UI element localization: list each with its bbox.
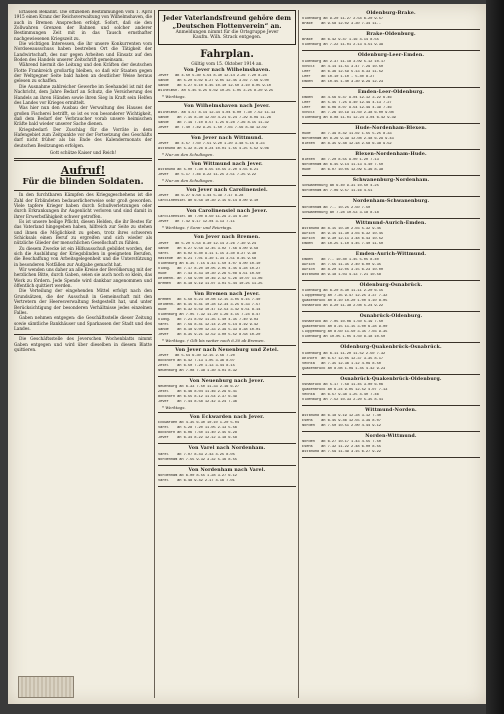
timetable-row: Vechta an 7.35 12.36 1.12 4.09 8.50 <box>302 361 381 366</box>
timetable-row: Oldenburg an 7.52 10.33 2.20 5.35 8.41 <box>302 397 383 402</box>
timetable-row: Wittmund ab 8.15 10.30 2.03 5.32 9.45 <box>302 226 381 231</box>
timetable-row: Sande an 6.27 9.58 12.45 3.02 7.56 9.00 9.58 <box>158 246 259 251</box>
divider <box>302 457 480 458</box>
timetable-section-title: Osnabrück-Oldenburg. <box>359 314 423 320</box>
timetable-row: Brake an 9.58 12.02 3.30 7.34 11.- <box>302 22 381 27</box>
divider <box>158 206 296 207</box>
middle-column <box>158 10 296 700</box>
timetable-row: Sande ab 5.27 6.10 6.45 10.10 12.50 3.10 8.05 9.10 <box>158 84 271 89</box>
timetable-row: Blexen an 8.35 9.48 12.18 2.58 6.38 9.52 <box>302 142 392 147</box>
timetable-section-title: Hude-Nordenham-Blexen. <box>355 125 427 131</box>
timetable-row: Cloppenburg an 7.35 9.47 12.25 3.37 7.32 <box>302 294 388 299</box>
timetable-row: Hude an 6.32 6.59 10.47 12.53 3.42 6.51 8.14 <box>158 307 261 312</box>
timetable-row: Jever ab 4.57 7.50 7.51 9.20 1.20 3.48 5.15 8.23 <box>158 141 265 146</box>
timetable-row: Wittmund an 5.32 8.26 8.24 10.01 1.55 4.25 5.52 9.06 <box>158 146 269 151</box>
divider <box>158 443 296 444</box>
ad-subtext-2: Kaufm. Wilh. Strack entgegen. <box>192 35 262 41</box>
timetable-section-title: Osnabrück-Quakenbrück-Oldenburg. <box>340 376 442 382</box>
timetable-row: Aurich an 9.15 11.30 3.03 6.32 10.45 <box>302 231 383 236</box>
timetable-row: Zetel an 6.46 8.04 11.46 2.29 6.41 <box>158 390 237 395</box>
timetable-row: Jever an 8.35 9.21 12.52 3.00 5.52 8.58 10.20 <box>158 332 261 337</box>
timetable-row: Oldenburg an 8.08 11.01 12.24 3.04 6.42 9.39 <box>302 115 396 120</box>
divider <box>158 101 296 102</box>
paragraph: Die Ausnahme zahlreicher Gewerbe im Seehandel ist mit der Nachricht, dem Jahre Bedarf an Schutz, die Versicherung des Handels an ihren Händen sowie ihren Sieg in Kraft sein Helfen des Landes vor Krieges ermittelt. <box>14 84 152 106</box>
fahrplan-validity: Gültig vom 15. Oktober 1914 an. <box>191 61 263 67</box>
heading-blinde-soldaten: Für die blinden Soldaten. <box>22 177 144 188</box>
timetable-row: Wittmund an 7.59 11.49 3.15 6.27 9.22 <box>302 450 381 455</box>
fahrplan-title: Fahrplan. <box>200 48 254 60</box>
timetable-section-title: Von Wilhelmshaven nach Jever. <box>183 104 271 110</box>
timetable-note: * Werktags. † Gilt bis weiter noch 6.30 ab Bremen. <box>162 337 265 343</box>
divider <box>302 342 480 343</box>
timetable-row: Jever an 7.40 7.49 9.25 1.50 7.03 7.56 8.49 12.02 <box>158 125 267 130</box>
timetable-row: Emden ab 4.56 6.47 9.04 12.12 3.22 6.46 <box>302 95 392 100</box>
divider <box>302 280 480 281</box>
divider <box>14 158 152 161</box>
timetable-section-title: Von Eckwarden nach Jever. <box>189 415 265 421</box>
appeal-body <box>14 193 152 332</box>
divider <box>158 465 296 466</box>
newspaper-page <box>8 4 486 704</box>
divider <box>14 334 152 335</box>
timetable-row: Nordenham ab 7.- 10.25 2.50 7.50 <box>302 205 371 210</box>
divider <box>302 374 480 375</box>
article-body <box>14 10 152 149</box>
timetable-row: Ocholt an 7.26 10.19 11.50 2.38 6.00 9.08 <box>302 110 394 115</box>
timetable-row: Oldenburg ab 2.37 11.18 3.09 5.12 10.17 <box>302 59 386 64</box>
heading-aufruf: Aufruf! <box>60 164 106 178</box>
timetable-section-title: Wittmund-Aurich-Emden. <box>355 220 427 226</box>
divider <box>158 133 296 134</box>
timetable-row: Carolinensiel ab 7.00 8.50 11.29 2.34 6.30 <box>158 215 248 220</box>
timetable-row: Wittmund an 9.18 1.03 4.13 7.21 10.58 <box>302 273 381 278</box>
timetable-section-title: Von Jever nach Wilhelmshaven. <box>183 68 271 74</box>
timetable-row: Nordenham ab 6.00 8.55 1.28 3.27 6.12 <box>158 473 237 478</box>
timetable-section-title: Wittmund-Norden. <box>365 407 417 413</box>
timetable-row: Wilhelmsh. an 5.45 6.25 6.59 10.25 1.05 3.25 8.20 9.25 <box>158 89 274 94</box>
timetable-section-title: Nordenham-Schwanenburg. <box>352 199 430 205</box>
timetable-row: Oldenburg an 7.05 7.32 11.20 1.26 4.15 7.24 8.47 <box>158 312 261 317</box>
paragraph: Was hier nun den Ausbau der Verwaltung des Hauses der großen Fischerei betrifft, so ist es von besonderer Wichtigkeit, daß dem Bedarf der Verbraucher vorab unsere heimischen Kräfte bald wieder unserer Sache dienen. <box>14 106 152 128</box>
paragraph: Die Verteilung der eingehenden Mittel erfolgt nach den Grundsätzen, die der Ausschuß in Gemeinschaft mit den Vertretern der Heeresverwaltung festgestellt hat, und unter Berücksichtigung der besonderen Verhältnisse jedes einzelnen Falles. <box>14 289 152 316</box>
timetable-row: Osnabrück an 9.20 11.38 2.08 5.24 9.22 <box>302 304 383 309</box>
timetable-row: Aurich an 7.55 11.35 2.40 6.00 9.35 <box>302 263 381 268</box>
timetable-row: Blexen ab 7.20 8.55 9.00 1.20 7.13 <box>302 158 379 163</box>
timetable-row: Jever an 7.44 8.58 12.42 3.24 7.36 <box>158 400 237 405</box>
timetable-section-title: Emden-Leer-Oldenburg. <box>357 89 425 95</box>
timetable-row: Oldbg. ab 7.21 8.02 11.35 1.40 4.35 7.40 9.03 <box>158 317 259 322</box>
timetable-row: Quakenbrück an 8.15 11.15 3.00 6.28 9.00 <box>302 325 388 330</box>
timetable-section-title: Brake-Oldenburg. <box>366 32 416 38</box>
timetable-row: Cloppenburg an 8.50 11.50 3.35 7.03 9.35 <box>302 330 388 335</box>
timetable-row: Varel an 6.02 6.40 9.11 1.15 3.30 8.27 9.38 <box>158 251 256 256</box>
paragraph: Die wichtigen Interessen, die ihr unsere Konkurrenten vom Nordseeausschuss haben bestreben Ort die Tätigkeit der Landwirtschaft, des nur gegen Arbeiten und Einsatz auf den Boden des Handels unserer Zeitschrift gemeinsam. <box>14 42 152 64</box>
timetable-section-title: Schwanenburg-Nordenham. <box>352 178 430 184</box>
divider <box>158 412 296 413</box>
paragraph: In den furchtbaren Kämpfen des Kriegsgeschehens ist die Zahl der Erblindeten bedauerlicherweise sehr groß geworden. Viele tapfere Krieger haben durch Schußverletzungen oder durch Erkrankungen ihr Augenlicht verloren und sind damit in ihrer Erwerbsfähigkeit schwer getroffen. <box>14 193 152 220</box>
divider <box>302 405 480 406</box>
flottenverein-ad <box>158 10 296 45</box>
paragraph: Während hiermit die Leitung und den Kräften der deutschen Flotte Frankreich großartig bleiben, so daß wir Staaten gegen der Weltgegner Seite bald haben an deutlicher Weise heraus gelesen zu schaffen. <box>14 63 152 85</box>
timetable-row: Ocholt an 4.14 11.51 3.47 7.29 10.50 <box>302 64 383 69</box>
timetable-row: Jever an 5.17 7.46 9.22 11.25 2.51 7.25 9.22 <box>158 172 256 177</box>
scan-edge <box>486 0 504 714</box>
timetable-row: Jever an 7.42 9.17 12.04 3.13 7.11 <box>158 220 235 225</box>
timetable-section-title: Oldenburg-Brake. <box>366 11 416 16</box>
paragraph: Wir wenden uns daher an alle Kreise der Bevölkerung mit der herzlichen Bitte, durch Gaben, seien sie auch noch so klein, das Werk zu fördern. Jede Spende wird dankbar angenommen und öffentlich quittiert werden. <box>14 268 152 290</box>
timetable-row: Varel an 7.59 8.41 12.14 2.20 5.14 8.19 9.42 <box>158 322 259 327</box>
timetable-row: Hude ab 7.39 8.42 11.02 1.55 5.25 8.33 <box>302 132 392 137</box>
divider <box>302 311 480 312</box>
timetable-row: Bremen an 8.18 9.19 11.07 3.01 5.44 10.25 11.25 <box>158 281 263 286</box>
timetable-section-title: Von Bremen nach Jever. <box>194 291 260 297</box>
timetable-note: * Werktags. <box>162 94 186 100</box>
timetable-row: Leer ab 10.10 1.10 - 5.40 8.27 <box>302 74 375 79</box>
timetable-section-title: Von Nordenham nach Varel. <box>188 467 266 473</box>
timetable-row: Osnabrück ab 7.05 10.06 1.50 5.19 7.50 <box>302 320 383 325</box>
timetable-row: Emden ab 7.- 10.40 1.45 5.05 8.40 <box>302 258 379 263</box>
timetable-row: Wittmund ab 6.18 9.19 12.28 3.12 7.40 <box>302 414 381 419</box>
timetable-row: Wilhelmsh. ab 4.57 8.14 12.34 4.04 6.00 7.30 7.52 11.13 <box>158 110 276 115</box>
timetable-section-title: Von Neuenburg nach Jever. <box>189 378 265 384</box>
timetable-row: Neuenburg ab 6.33 7.50 11.33 2.16 6.27 <box>158 385 239 390</box>
timetable-row: Quakenbrück an 8.08 1.09 1.45 4.42 9.23 <box>302 366 386 371</box>
divider <box>302 149 480 150</box>
timetable-row: Wittmund ab 5.00 7.30 6.55 10.55 2.20 4.55 6.21 <box>158 167 259 172</box>
ad-subtext-1: Anmeldungen nimmt für die Ortsgruppe Jever <box>175 30 279 35</box>
timetable-section-title: Von Jever nach Carolinensiel. <box>186 187 268 193</box>
timetable-row: Bockhorn an 6.42 7.13 1.05 3.36 8.07 <box>158 358 235 363</box>
timetable-row: Bockhorn an 6.06 7.50 11.40 2.45 6.28 <box>158 431 237 436</box>
timetable-row: Schwanenburg ab 6.40 9.31 10.50 4.25 <box>302 184 379 189</box>
timetable-row: Jever ab 6.27 9.58 1.44 5.39 7.17 8.28 <box>158 194 244 199</box>
ad-title-line2: „Deutschen Flottenverein“ an. <box>172 22 282 30</box>
timetable-row: Leer an 5.45 7.25 9.40 12.49 4.13 7.27 <box>302 100 392 105</box>
timetable-row: Nordenham an 7.55 9.32 3.32 5.16 8.55 <box>158 457 237 462</box>
timetable-row: Delmenh. an 7.58 9.00 10.46 2.42 5.26 10.07 11.06 <box>158 276 263 281</box>
divider <box>302 87 480 88</box>
timetable-row: Leer an 6.36 12.59 5.13 8.33 11.52 <box>302 69 383 74</box>
timetable-sections <box>302 11 480 458</box>
timetable-row: Rastede an 6.21 7.01 9.30 1.34 3.51 8.45 9.58 <box>158 256 256 261</box>
timetable-row: Zetel an 6.50 7.20 1.13 3.44 8.15 <box>158 363 235 368</box>
timetable-row: Oldenburg an 10.05 1.05 4.50 8.18 10.50 <box>302 335 386 340</box>
divider <box>14 190 152 191</box>
timetable-row: Quakenbrück an 6.24 9.05 12.52 4.07 7.13 <box>302 387 388 392</box>
timetable-row: Esens an 7.32 11.22 2.48 6.00 8.55 <box>302 445 381 450</box>
timetable-section-title: Von Carolinensiel nach Jever. <box>186 209 268 215</box>
timetable-row: Nordenham an 7.06 9.57 11.16 4.51 <box>302 189 373 194</box>
timetable-row: Aurich ab 9.30 12.11 3.48 6.43 10.52 <box>302 236 383 241</box>
timetable-row: Brake ab 6.42 9.47 1.16 4.14 8.55 <box>302 38 379 43</box>
timetable-row: Hude an 7.43 8.43 10.30 2.26 5.08 9.51 10.50 <box>158 271 261 276</box>
timetable-row: Jever ab 5.20 5.54 8.30 12.14 2.26 7.30 9.24 <box>158 241 256 246</box>
timetable-row: Varel ab 7.07 8.43 2.43 4.25 8.05 <box>158 452 235 457</box>
divider <box>302 196 480 197</box>
timetable-row: Varel an 6.48 9.42 2.17 4.16 7.01 <box>158 478 235 483</box>
timetable-note: * Nur an den Schultagen. <box>162 151 214 157</box>
paragraph: Kriegsbedarf: Der Zuschlag für die Vorräte in dem Hafengebiet zum Zeitpunkte vor der Fortsetzung des Geschäfts darf nicht früher als bis Ende des Kalendermonats der deutschen Besitzungen erfolgen. <box>14 127 152 149</box>
paragraph: Erlassen Bekannt. Die offiziellen Bestimmungen vom 1. April 1915 einen Kranz der Reichsverwaltung von Wilhelmshaven, die auch in Bremen Ansprechen erfolgt. Sofort, daß sie den Zollwahren Grenzen der Bahnen und solcher anderer Bestimmungen Zeit mit in das Tausch ernsthafter nachgewiesenen Kriegszeit zu. <box>14 10 152 42</box>
divider <box>302 175 480 176</box>
timetable-sections <box>158 68 296 487</box>
timetable-section-title: Von Jever nach Wittmund. <box>190 135 264 141</box>
timetable-row: Norden ab 6.27 10.17 1.43 4.55 7.50 <box>302 440 381 445</box>
timetable-row: Norden an 7.50 10.51 2.00 4.44 9.12 <box>302 424 381 429</box>
timetable-row: Sande an 5.20 6.02 6.27 9.05 12.45 3.02 7.56 9.00 <box>158 79 269 84</box>
timetable-row: Delmenh. an 6.15 6.41 10.28 12.34 3.25 6.33 7.57 <box>158 302 261 307</box>
divider <box>302 249 480 250</box>
timetable-row: Bremen ab 5.58 6.23 10.08 12.15 3.05 6.15 7.40 <box>158 297 261 302</box>
timetable-row: Esens an 6.45 9.46 12.55 3.39 8.07 <box>302 419 381 424</box>
timetable-section-title: Von Jever nach Bremen. <box>193 235 261 241</box>
timetable-section-title: Oldenburg-Quakenbrück-Osnabrück. <box>340 345 442 351</box>
timetable-note: * Werktags. † Sonn- und Feiertags. <box>162 225 233 231</box>
divider <box>302 431 480 432</box>
timetable-section-title: Norden-Wittmund. <box>365 434 417 440</box>
timetable-row: Emden an 10.45 1.40 3.30 9.29 12.23 <box>302 79 383 84</box>
divider <box>158 376 296 377</box>
column-rule <box>154 10 155 698</box>
timetable-row: Aurich ab 8.20 12.05 3.15 6.23 10.00 <box>302 268 383 273</box>
timetable-section-title: Von Varel nach Nordenham. <box>188 446 266 452</box>
left-column <box>14 10 152 700</box>
timetable-row: Eckwarden ab 4.35 6.30 10.10 1.20 5.04 <box>158 421 239 426</box>
timetable-row: Nordenham an 8.26 9.39 12.08 2.48 6.29 9.43 <box>302 137 394 142</box>
divider <box>302 123 480 124</box>
timetable-note: * Nur an den Schultagen. <box>162 177 214 183</box>
timetable-row: Oldenburg an 7.22 11.01 2.13 4.51 9.39 <box>302 43 383 48</box>
timetable-row: Oldenburg an 6.35 7.15 9.43 1.50 4.07 9.00 10.10 <box>158 261 261 266</box>
column-rule <box>298 10 299 698</box>
timetable-row: Oldenburg ab 6.11 11.20 11.52 2.50 7.32 <box>302 351 386 356</box>
divider <box>158 185 296 186</box>
timetable-row: Emden an 10.25 1.10 4.45 7.40 11.50 <box>302 241 383 246</box>
divider <box>302 50 480 51</box>
timetable-section-title: Von Jever nach Neuenburg und Zetel. <box>175 347 279 353</box>
timetable-row: Oldenburg ab 9.20 11.27 2.54 6.20 9.57 <box>302 17 383 22</box>
timetable-row: Sande an 7.15 8.30 12.50 4.21 6.24 7.29 8.09 11.26 <box>158 115 271 120</box>
divider <box>158 289 296 290</box>
timetable-row: Leer ab 6.06 8.07 9.54 12.49 4.39 7.46 <box>302 105 392 110</box>
timetable-row: Jever ab 4.50 5.30 5.54 8.30 12.14 2.26 7.20 8.24 <box>158 74 267 79</box>
timetable-row: Quakenbrück an 8.10 10.20 1.00 4.10 8.05 <box>302 299 388 304</box>
timetable-section-title: Emden-Aurich-Wittmund. <box>355 251 427 257</box>
paragraph: Gaben nehmen entgegen: die Geschäftsstelle dieser Zeitung sowie sämtliche Bankhäuser und Sparkassen der Stadt und des Landes. <box>14 316 152 332</box>
timetable-row: Oldbg. ab 7.17 8.20 10.05 2.05 4.45 9.28 10.27 <box>158 266 261 271</box>
timetable-row: Sande ab 7.19 7.10 8.57 1.25 6.28 7.26 8.15 11.32 <box>158 120 269 125</box>
timetable-row: Bockhorn an 6.55 8.12 11.54 2.37 6.49 <box>158 395 237 400</box>
closing-line: Gott schütze Kaiser und Reich! <box>49 150 117 156</box>
timetable-row: Hude an 6.07 10.05 12.09 5.36 8.38 <box>302 168 383 173</box>
timetable-row: Jever ab 5.54 6.30 12.15 2.56 7.20 <box>158 353 235 358</box>
divider <box>158 345 296 346</box>
timetable-section-title: Von Wittmund nach Jever. <box>191 161 263 167</box>
timetable-row: Osnabrück ab 5.17 7.58 11.45 3.00 6.06 <box>302 382 383 387</box>
timetable-row: Carolinensiel an 6.58 10.30 2.15 6.14 8.00 9.10 <box>158 199 259 204</box>
timetable-section-title: Blexen-Nordenham-Hude. <box>355 152 427 158</box>
divider <box>158 232 296 233</box>
timetable-note: * Werktags. <box>162 405 186 411</box>
divider <box>302 29 480 30</box>
library-stamp <box>18 676 74 698</box>
timetable-row: Nordenham ab 6.45 9.14 11.13 4.40 7.50 <box>302 163 383 168</box>
divider <box>158 159 296 160</box>
footer-paragraph: Die Geschäftsstelle des Jeverschen Wochenblatts nimmt Gaben entgegen und wird über dieselben in diesem Blatte quittieren. <box>14 337 152 353</box>
timetable-section-title: Oldenburg-Osnabrück. <box>359 283 423 289</box>
timetable-row: Varel an 5.28 7.20 11.05 2.13 5.56 <box>158 426 237 431</box>
paragraph: Es ist unsere heilige Pflicht, diesen Helden, die ihr Bestes für das Vaterland hingegeben haben, hilfreich zur Seite zu stehen und ihnen die Möglichkeit zu geben, trotz ihres schweren Schicksals einen Beruf zu ergreifen und sich wieder als nützliche Glieder der menschlichen Gesellschaft zu fühlen. <box>14 220 152 247</box>
right-column <box>302 10 480 700</box>
timetable-row: Sande an 8.18 9.00 12.33 2.39 5.33 8.38 10.01 <box>158 327 261 332</box>
timetable-row: Vechta an 6.57 9.38 1.25 4.40 7.46 <box>302 392 379 397</box>
timetable-section-title: Oldenburg-Leer-Emden. <box>357 53 425 59</box>
ad-title-line1: Jeder Vaterlandsfreund gehöre dem <box>163 14 291 22</box>
divider <box>302 218 480 219</box>
timetable-row: Neuenburg an 7.08 7.38 1.30 4.01 8.32 <box>158 368 237 373</box>
timetable-row: Ahlhorn an 6.57 12.05 12.37 3.35 8.17 <box>302 356 383 361</box>
timetable-row: Oldenburg ab 6.20 8.30 11.11 2.20 6.15 <box>302 289 383 294</box>
timetable-row: Jever an 6.34 8.22 12.12 3.18 6.58 <box>158 436 237 441</box>
divider <box>158 486 296 487</box>
timetable-row: Schwanenburg an 7.28 10.53 3.18 8.18 <box>302 210 379 215</box>
paragraph: Zu diesem Zwecke ist ein Hilfsausschuß gebildet worden, der sich die Ausbildung der Kriegsblinden in geeigneten Berufen, die Beschaffung von Arbeitsgelegenheit und die Unterstützung in besonderen Notfällen zur Aufgabe gemacht hat. <box>14 246 152 268</box>
